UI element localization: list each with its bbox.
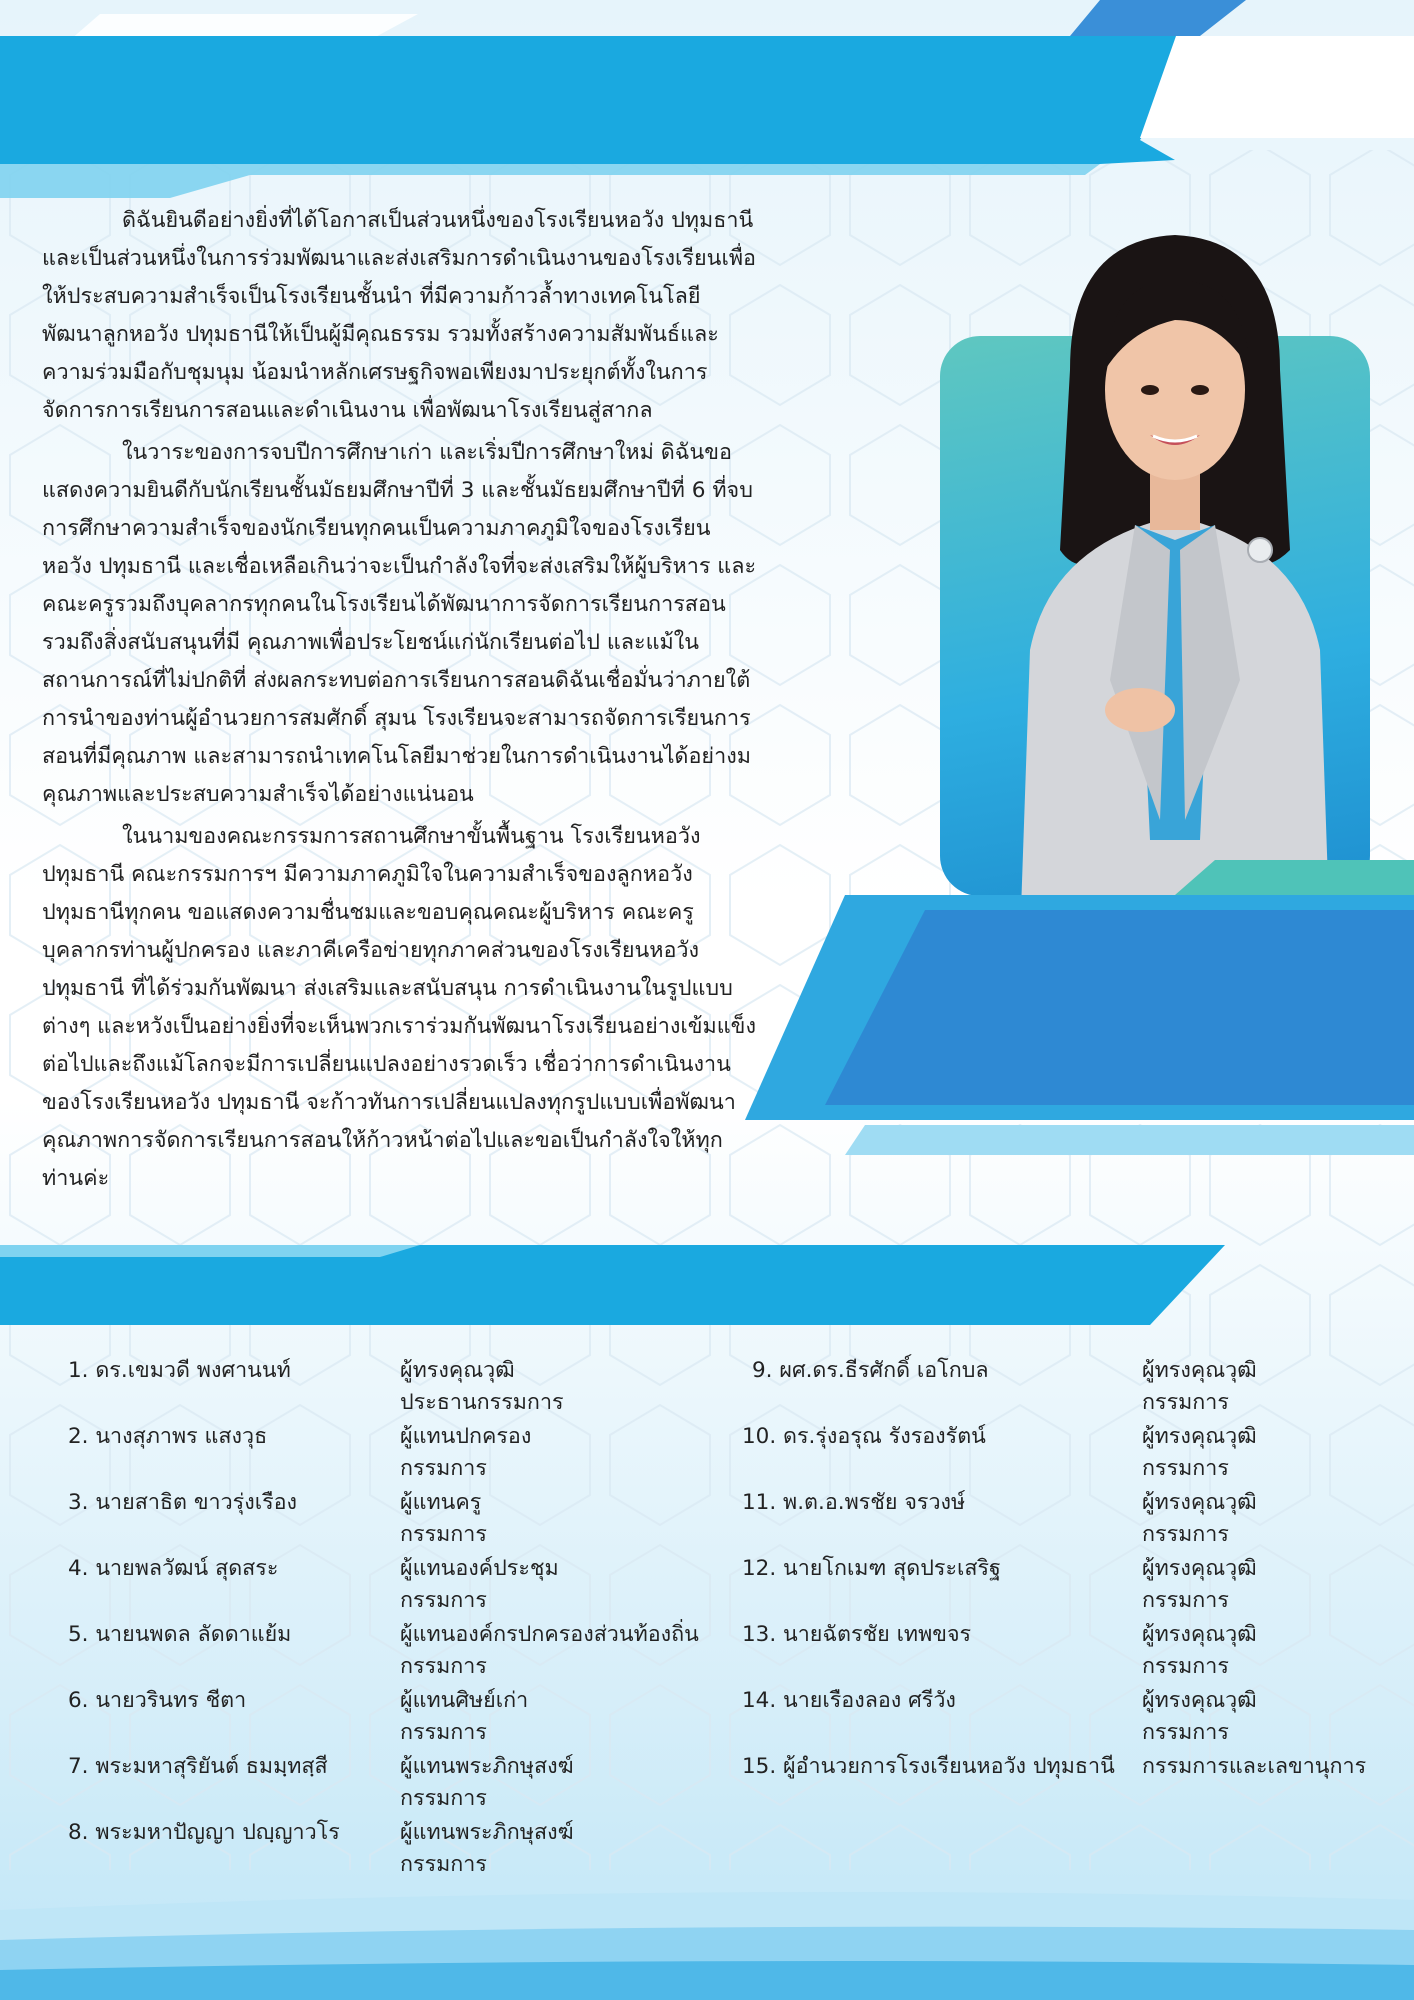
member-name: 5. นายนพดล ลัดดาแย้ม: [68, 1622, 292, 1647]
committee-banner: [0, 1245, 1230, 1330]
message-paragraph-3: ในนามของคณะกรรมการสถานศึกษาขั้นพื้นฐาน โรงเรียนหอวัง ปทุมธานี คณะกรรมการฯ มีความภาคภูมิใจในความสำเร็จของลูกหอวัง ปทุมธานีทุกคน ขอแสดงความชื่นชมและขอบคุณคณะผู้บริหาร คณะครู บุคลากรท่านผู้ปกครอง และภาคีเครือข่ายทุกภาคส่วนของโรงเรียนหอวัง ปทุมธานี ที่ได้ร่วมกันพัฒนา ส่งเสริมและสนับสนุน การดำเนินงานในรูปแบบต่างๆ และหวังเป็นอย่างยิ่งที่จะเห็นพวกเราร่วมกันพัฒนาโรงเรียนอย่างเข้มแข็งต่อไปและถึงแม้โลกจะมีการเปลี่ยนแปลงอย่างรวดเร็ว เชื่อว่าการดำเนินงานของโรงเรียนหอวัง ปทุมธานี จะก้าวทันการเปลี่ยนแปลงทุกรูปแบบเพื่อพัฒนาคุณภาพการจัดการเรียนการสอนให้ก้าวหน้าต่อไปและขอเป็นกำลังใจให้ทุกท่านค่ะ: [42, 824, 756, 1191]
member-name: 3. นายสาธิต ขาวรุ่งเรือง: [68, 1490, 298, 1515]
member-role: ผู้ทรงคุณวุฒิ กรรมการ: [1142, 1556, 1257, 1613]
member-name: 7. พระมหาสุริยันต์ ธมมฺทสฺสี: [68, 1754, 328, 1779]
member-role: ผู้ทรงคุณวุฒิ กรรมการ: [1142, 1424, 1257, 1481]
member-role: ผู้แทนองค์กรปกครองส่วนท้องถิ่น กรรมการ: [400, 1622, 699, 1679]
message-paragraph-2: ในวาระของการจบปีการศึกษาเก่า และเริ่มปีการศึกษาใหม่ ดิฉันขอแสดงความยินดีกับนักเรียนชั้นมัธยมศึกษาปีที่ 3 และชั้นมัธยมศึกษาปีที่ 6 ที่จบการศึกษาความสำเร็จของนักเรียนทุกคนเป็นความภาคภูมิใจของโรงเรียนหอวัง ปทุมธานี และเชื่อเหลือเกินว่าจะเป็นกำลังใจที่จะส่งเสริมให้ผู้บริหาร และคณะครูรวมถึงบุคลากรทุกคนในโรงเรียนได้พัฒนาการจัดการเรียนการสอน รวมถึงสิ่งสนับสนุนที่มี คุณภาพเพื่อประโยชน์แก่นักเรียนต่อไป และแม้ในสถานการณ์ที่ไม่ปกติที่ ส่งผลกระทบต่อการเรียนการสอนดิฉันเชื่อมั่นว่าภายใต้การนำของท่านผู้อำนวยการสมศักดิ์ สุมน โรงเรียนจะสามารถจัดการเรียนการสอนที่มีคุณภาพ และสามารถนำเทคโนโลยีมาช่วยในการดำเนินงานได้อย่างมคุณภาพและประสบความสำเร็จได้อย่างแน่นอน: [42, 440, 757, 807]
member-name: 10. ดร.รุ่งอรุณ รังรองรัตน์: [742, 1424, 986, 1449]
footer-bands: [0, 1880, 1414, 2000]
member-name: 14. นายเรืองลอง ศรีวัง: [742, 1688, 956, 1713]
member-role: ผู้ทรงคุณวุฒิ กรรมการ: [1142, 1622, 1257, 1679]
member-role: ผู้ทรงคุณวุฒิ กรรมการ: [1142, 1358, 1257, 1415]
member-name: 4. นายพลวัฒน์ สุดสระ: [68, 1556, 279, 1581]
member-role: ผู้ทรงคุณวุฒิ ประธานกรรมการ: [400, 1358, 564, 1415]
member-role: ผู้ทรงคุณวุฒิ กรรมการ: [1142, 1490, 1257, 1547]
member-name: 15. ผู้อำนวยการโรงเรียนหอวัง ปทุมธานี: [742, 1754, 1115, 1779]
name-banner: [745, 855, 1414, 1155]
member-role: ผู้แทนพระภิกษุสงฆ์ กรรมการ: [400, 1754, 574, 1811]
member-role: กรรมการและเลขานุการ: [1142, 1754, 1367, 1779]
member-role: ผู้แทนปกครอง กรรมการ: [400, 1424, 532, 1481]
message-paragraph-1: ดิฉันยินดีอย่างยิ่งที่ได้โอกาสเป็นส่วนหนึ่งของโรงเรียนหอวัง ปทุมธานี และเป็นส่วนหนึ่งในการร่วมพัฒนาและส่งเสริมการดำเนินงานของโรงเรียนเพื่อให้ประสบความสำเร็จเป็นโรงเรียนชั้นนำ ที่มีความก้าวล้ำทางเทคโนโลยี พัฒนาลูกหอวัง ปทุมธานีให้เป็นผู้มีคุณธรรม รวมทั้งสร้างความสัมพันธ์และความร่วมมือกับชุมนุม น้อมนำหลักเศรษฐกิจพอเพียงมาประยุกต์ทั้งในการจัดการการเรียนการสอนและดำเนินงาน เพื่อพัฒนาโรงเรียนสู่สากล: [42, 208, 757, 423]
member-name: 8. พระมหาปัญญา ปญฺญาวโร: [68, 1820, 340, 1845]
member-name: 11. พ.ต.อ.พรชัย จรวงษ์: [742, 1490, 966, 1515]
member-role: ผู้ทรงคุณวุฒิ กรรมการ: [1142, 1688, 1257, 1745]
member-name: 12. นายโกเมฑ สุดประเสริฐ: [742, 1556, 1001, 1581]
member-role: ผู้แทนครู กรรมการ: [400, 1490, 487, 1547]
member-name: 1. ดร.เขมวดี พงศานนท์: [68, 1358, 291, 1383]
header-banner: [0, 0, 1414, 200]
member-name: 13. นายฉัตรชัย เทพขจร: [742, 1622, 972, 1647]
member-name: 2. นางสุภาพร แสงวุธ: [68, 1424, 268, 1449]
member-role: ผู้แทนพระภิกษุสงฆ์ กรรมการ: [400, 1820, 574, 1877]
portrait-photo: [960, 220, 1380, 940]
member-role: ผู้แทนองค์ประชุม กรรมการ: [400, 1556, 559, 1613]
member-name: 9. ผศ.ดร.ธีรศักดิ์ เอโกบล: [752, 1358, 989, 1383]
member-name: 6. นายวรินทร ชีตา: [68, 1688, 247, 1713]
message-body: [42, 202, 760, 1198]
member-role: ผู้แทนศิษย์เก่า กรรมการ: [400, 1688, 529, 1745]
